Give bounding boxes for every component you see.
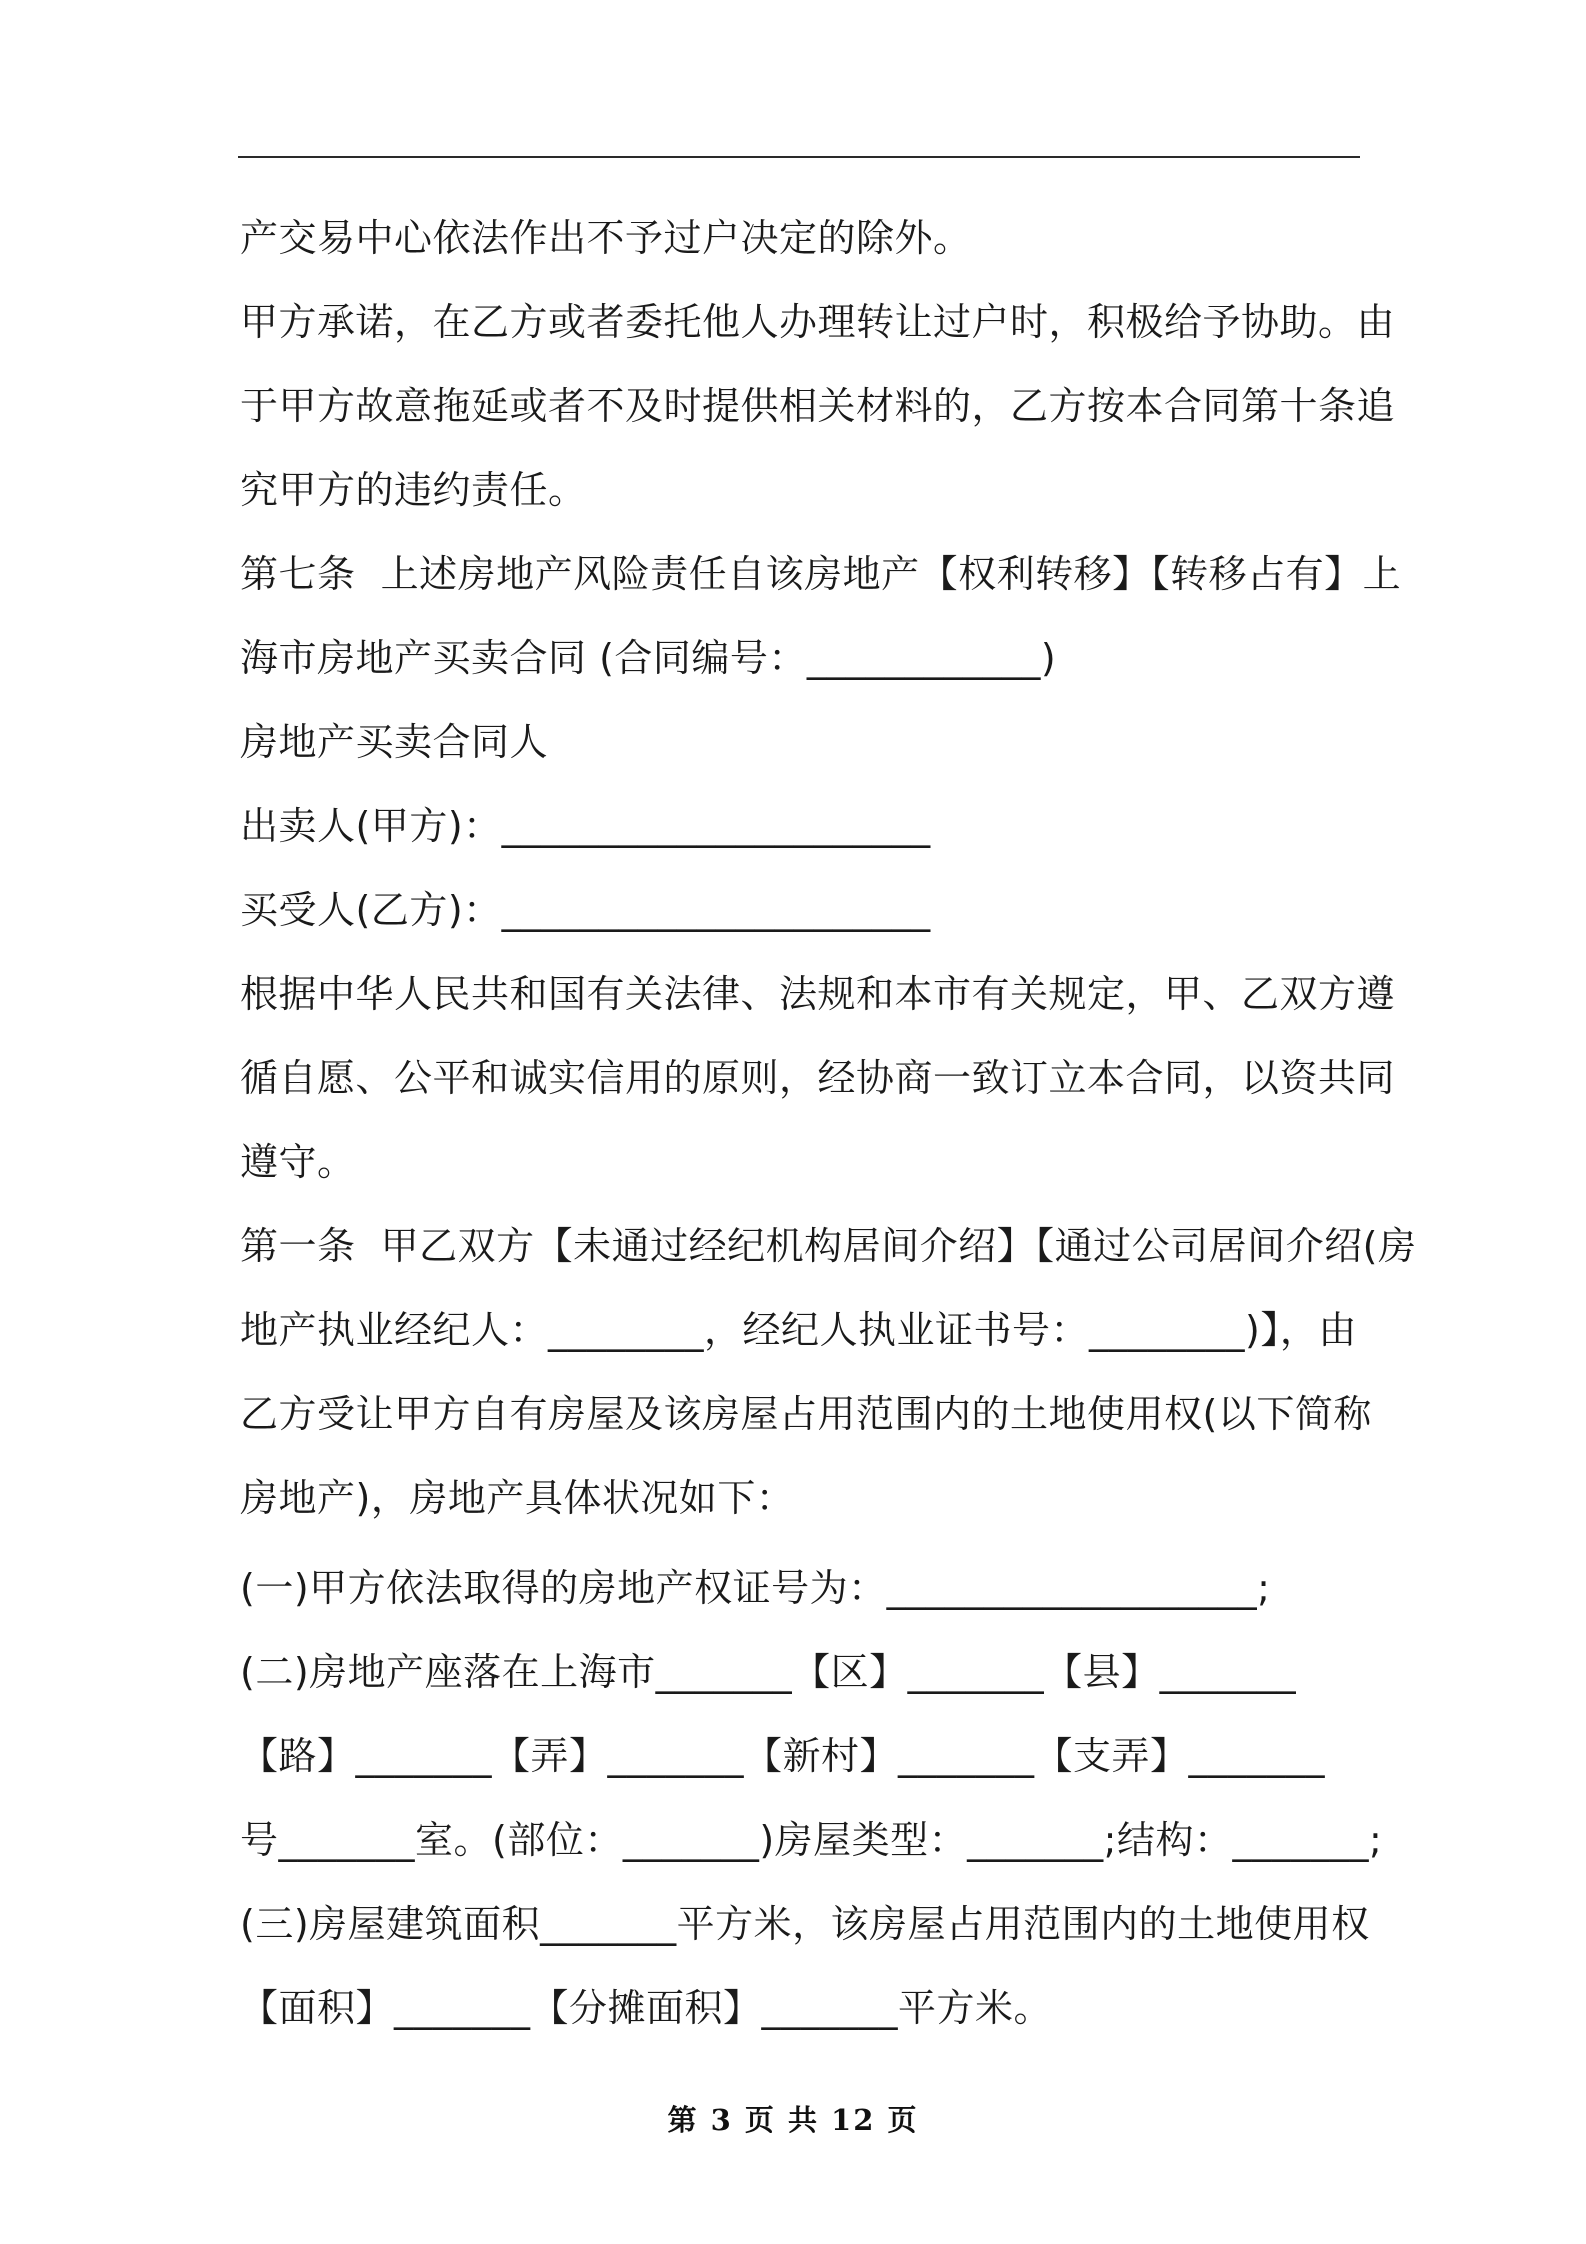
text-line: 根据中华人民共和国有关法律、法规和本市有关规定，甲、乙双方遵: [240, 972, 1396, 1016]
clause-2-line: (二)房地产座落在上海市_______【区】_______【县】_______: [240, 1650, 1297, 1694]
buyer-field: 买受人(乙方)：______________________: [240, 888, 931, 932]
seller-field: 出卖人(甲方)：______________________: [240, 804, 931, 848]
header-rule: [238, 156, 1360, 158]
contract-title-line: 海市房地产买卖合同 (合同编号：____________): [240, 636, 1057, 680]
text-line: 遵守。: [240, 1140, 356, 1184]
text-line: 房地产)，房地产具体状况如下：: [240, 1476, 795, 1520]
contract-parties-heading: 房地产买卖合同人: [240, 720, 549, 764]
text-line: 循自愿、公平和诚实信用的原则，经协商一致订立本合同，以资共同: [240, 1056, 1396, 1100]
text-line: 究甲方的违约责任。: [240, 468, 587, 512]
text-line: 产交易中心依法作出不予过户决定的除外。: [240, 216, 972, 260]
clause-3-line: (三)房屋建筑面积_______平方米，该房屋占用范围内的土地使用权: [240, 1902, 1370, 1946]
article-7-line: 第七条 上述房地产风险责任自该房地产【权利转移】【转移占有】上: [240, 552, 1402, 596]
page-number-footer: 第 3 页 共 12 页: [667, 2103, 919, 2137]
article-1-line: 第一条 甲乙双方【未通过经纪机构居间介绍】【通过公司居间介绍(房: [240, 1224, 1417, 1268]
text-line: 号_______室。(部位：_______)房屋类型：_______;结构：_______;: [240, 1818, 1383, 1862]
document-body: [240, 196, 1417, 2050]
clause-1-line: (一)甲方依法取得的房地产权证号为：___________________;: [240, 1566, 1271, 1610]
text-line: 乙方受让甲方自有房屋及该房屋占用范围内的土地使用权(以下简称: [240, 1392, 1372, 1436]
text-line: 地产执业经纪人：________，经纪人执业证书号：________)】，由: [240, 1308, 1357, 1352]
text-line: 【面积】_______【分摊面积】_______平方米。: [240, 1986, 1053, 2030]
text-line: 甲方承诺，在乙方或者委托他人办理转让过户时，积极给予协助。由: [240, 300, 1396, 344]
text-line: 【路】_______【弄】_______【新村】_______【支弄】_______: [240, 1734, 1326, 1778]
text-line: 于甲方故意拖延或者不及时提供相关材料的，乙方按本合同第十条追: [240, 384, 1396, 428]
